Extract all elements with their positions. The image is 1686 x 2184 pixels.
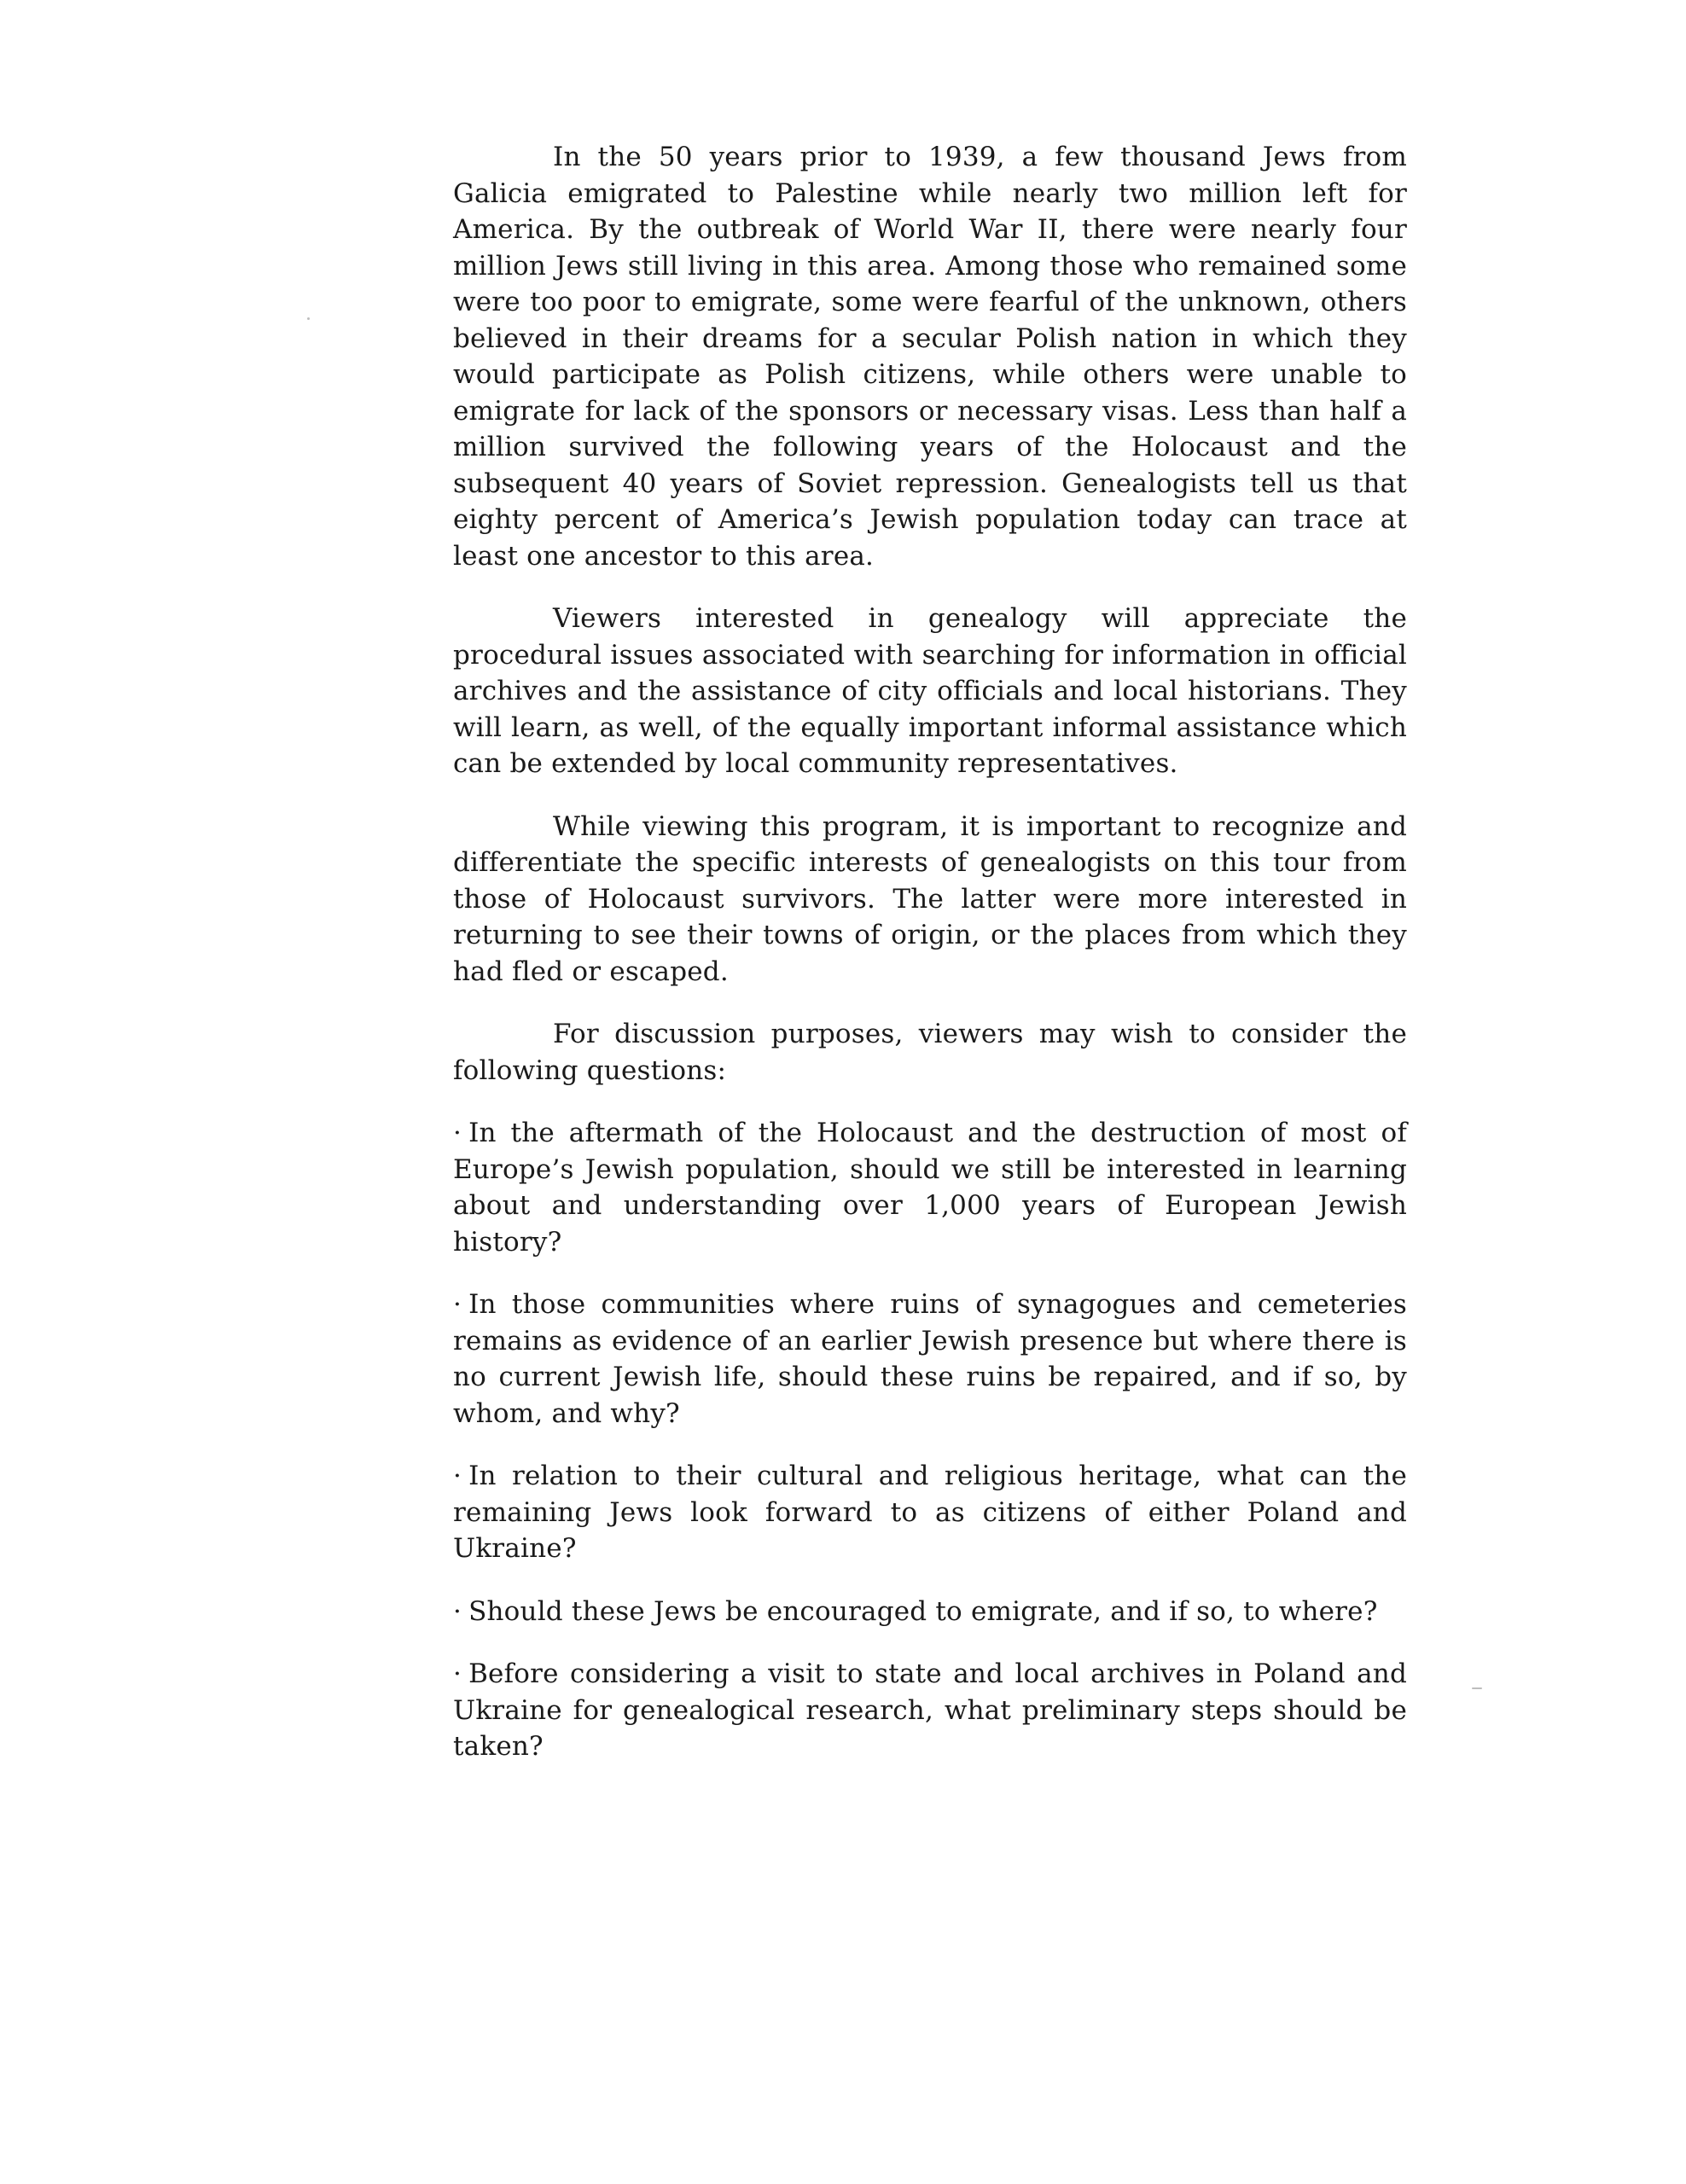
document-body [453,139,1407,1792]
bullet-icon: · [453,1595,462,1627]
viewing-paragraph: While viewing this program, it is important to recognize and differentiate the specific interests of genealogists on this tour from those of Holocaust survivors. The latter were more interested in returning to see their towns of origin, or the places from which they had fled or escaped. [453,810,1407,987]
question-text: In those communities where ruins of synagogues and cemeteries remains as evidence of an earlier Jewish presence but where there is no current Jewish life, should these ruins be repaired, and if so, by whom, and why? [453,1289,1407,1429]
question-text: Should these Jews be encouraged to emigrate, and if so, to where? [468,1595,1378,1627]
question-item [453,1458,1407,1567]
question-text: In the aftermath of the Holocaust and the destruction of most of Europe’s Jewish population, should we still be interested in learning about and understanding over 1,000 years of European Jewish history? [453,1118,1407,1258]
discussion-intro-paragraph: For discussion purposes, viewers may wish to consider the following questions: [453,1019,1407,1086]
bullet-icon: · [453,1658,462,1689]
question-text: In relation to their cultural and religious heritage, what can the remaining Jews look forward to as citizens of either Poland and Ukraine? [453,1461,1407,1564]
bullet-icon: · [453,1461,462,1491]
question-item [453,1594,1407,1630]
question-text: Before considering a visit to state and local archives in Poland and Ukraine for genealogical research, what preliminary steps should be taken? [453,1658,1407,1762]
question-item [453,1656,1407,1765]
genealogy-paragraph: Viewers interested in genealogy will appreciate the procedural issues associated with searching for information in official archives and the assistance of city officials and local historians. They will learn, as well, of the equally important informal assistance which can be extended by local community representatives. [453,603,1407,779]
intro-paragraph: In the 50 years prior to 1939, a few thousand Jews from Galicia emigrated to Palestine while nearly two million left for America. By the outbreak of World War II, there were nearly four million Jews still living in this area. Among those who remained some were too poor to emigrate, some were fearful of the unknown, others believed in their dreams for a secular Polish nation in which they would participate as Polish citizens, while others were unable to emigrate for lack of the sponsors or necessary visas. Less than half a million survived the following years of the Holocaust and the subsequent 40 years of Soviet repression. Genealogists tell us that eighty percent of America’s Jewish population today can trace at least one ancestor to this area. [453,142,1407,572]
question-item [453,1115,1407,1260]
bullet-icon: · [453,1289,462,1320]
question-item [453,1287,1407,1432]
bullet-icon: · [453,1118,462,1148]
scan-speck [307,317,310,320]
scan-speck [1472,1687,1482,1689]
